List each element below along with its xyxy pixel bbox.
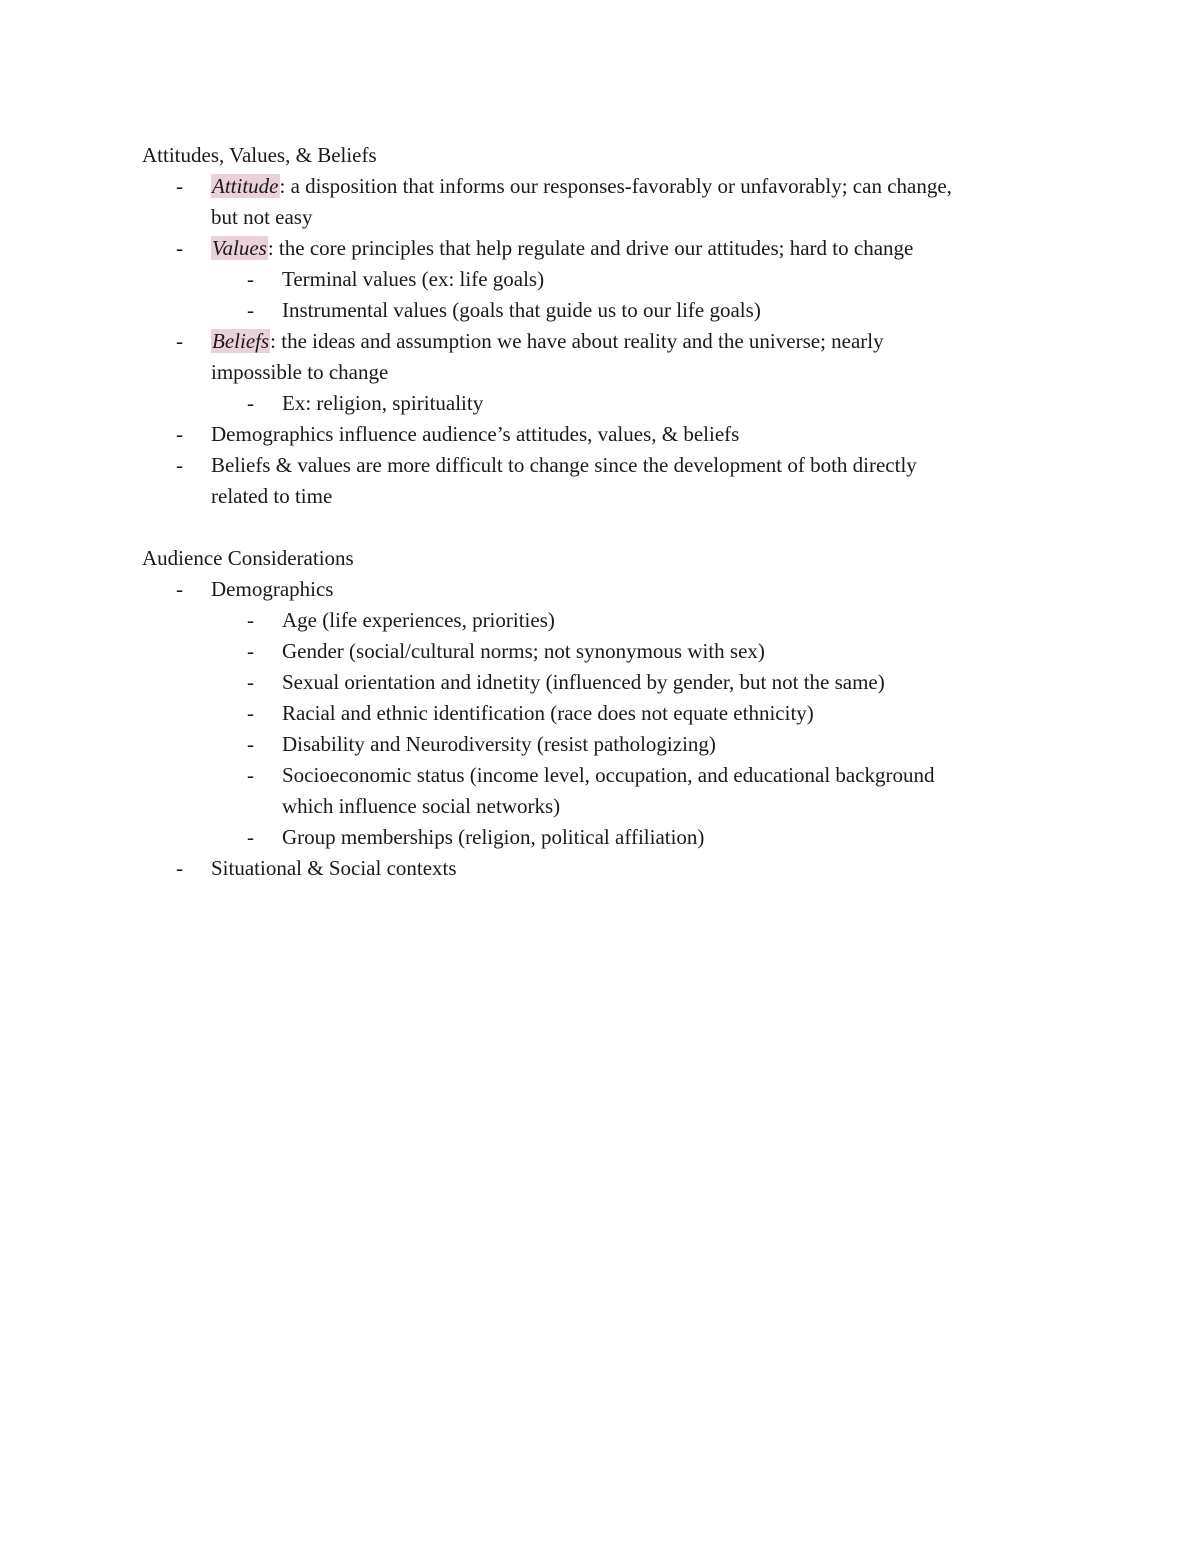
bullet-dash: - bbox=[247, 763, 254, 787]
term-beliefs: Beliefs bbox=[212, 329, 270, 353]
definition-beliefs: : the ideas and assumption we have about reality and the universe; nearly bbox=[270, 329, 884, 353]
bullet-dash: - bbox=[176, 329, 183, 353]
bullet-dash: - bbox=[176, 577, 183, 601]
bullet-dash: - bbox=[247, 391, 254, 415]
bullet-dash: - bbox=[247, 608, 254, 632]
sub-item-text: Instrumental values (goals that guide us to our life goals) bbox=[282, 298, 761, 322]
bullet-dash: - bbox=[176, 856, 183, 880]
sub-item-text: Age (life experiences, priorities) bbox=[282, 608, 555, 632]
definition-attitude: : a disposition that informs our responses-favorably or unfavorably; can change, bbox=[279, 174, 952, 198]
sub-item-text: Group memberships (religion, political affiliation) bbox=[282, 825, 705, 849]
bullet-dash: - bbox=[247, 267, 254, 291]
section-heading-audience: Audience Considerations bbox=[142, 546, 354, 570]
list-item-text: Demographics influence audience’s attitudes, values, & beliefs bbox=[211, 422, 740, 446]
sub-item-text: Sexual orientation and idnetity (influenced by gender, but not the same) bbox=[282, 670, 885, 694]
bullet-dash: - bbox=[247, 298, 254, 322]
sub-item-text: Socioeconomic status (income level, occupation, and educational background bbox=[282, 763, 935, 787]
bullet-dash: - bbox=[247, 825, 254, 849]
bullet-dash: - bbox=[247, 670, 254, 694]
definition-values: : the core principles that help regulate and drive our attitudes; hard to change bbox=[267, 236, 914, 260]
section-heading-attitudes: Attitudes, Values, & Beliefs bbox=[142, 143, 377, 167]
term-attitude: Attitude bbox=[212, 174, 279, 198]
sub-item-text: which influence social networks) bbox=[282, 794, 561, 818]
bullet-dash: - bbox=[247, 701, 254, 725]
sub-item-text: Racial and ethnic identification (race does not equate ethnicity) bbox=[282, 701, 814, 725]
bullet-dash: - bbox=[176, 174, 183, 198]
list-item-text: Situational & Social contexts bbox=[211, 856, 457, 880]
list-item-text: related to time bbox=[211, 484, 333, 508]
sub-item-text: Disability and Neurodiversity (resist pathologizing) bbox=[282, 732, 716, 756]
definition-attitude-cont: but not easy bbox=[211, 205, 313, 229]
sub-item-text: Ex: religion, spirituality bbox=[282, 391, 484, 415]
definition-beliefs-cont: impossible to change bbox=[211, 360, 389, 384]
bullet-dash: - bbox=[247, 639, 254, 663]
bullet-dash: - bbox=[247, 732, 254, 756]
bullet-dash: - bbox=[176, 236, 183, 260]
bullet-dash: - bbox=[176, 422, 183, 446]
bullet-dash: - bbox=[176, 453, 183, 477]
sub-item-text: Terminal values (ex: life goals) bbox=[282, 267, 545, 291]
list-item-text: Beliefs & values are more difficult to change since the development of both directly bbox=[211, 453, 917, 477]
term-values: Values bbox=[212, 236, 267, 260]
list-item-text: Demographics bbox=[211, 577, 334, 601]
sub-item-text: Gender (social/cultural norms; not synonymous with sex) bbox=[282, 639, 765, 663]
